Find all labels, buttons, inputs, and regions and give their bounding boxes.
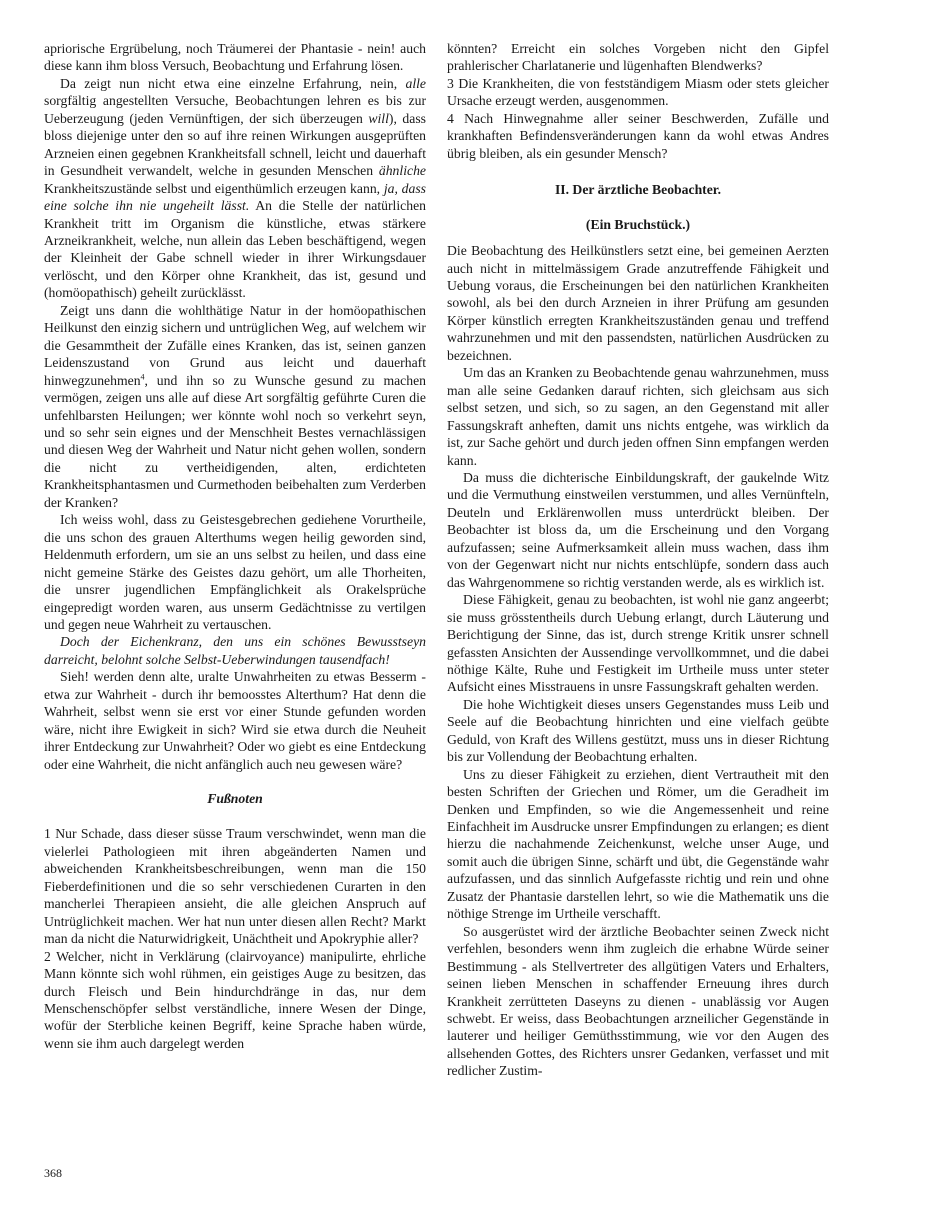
- text-run: Zeigt uns dann die wohlthätige Natur in der homöopathischen Heilkunst den einzig sichern und untrüglichen Weg, auf welchem wir die Gesammtheit der Zufälle eines Kranken, das ist, seinen ganzen Leidenszustand von Grund aus leicht und dauerhaft hinwegzunehmen: [44, 302, 426, 388]
- footnote: 2 Welcher, nicht in Verklärung (clairvoyance) manipulirte, ehrliche Mann könnte sich wohl rühmen, ein geistiges Auge zu besitzen, das durch Fleisch und Bein hindurchdränge in das, nur dem Menschenschöpfer selbst verständliche, innere Wesen der Dinge, wofür der Sterbliche keinen Begriff, keine Sprache haben würde, wenn sie ihm auch dargelegt werden: [44, 948, 426, 1051]
- footnote-ref[interactable]: 4: [140, 372, 145, 382]
- page-number: 368: [44, 1166, 62, 1180]
- emphasis: ja, dass eine solche ihn nie ungeheilt lässt.: [44, 180, 426, 214]
- paragraph: [44, 633, 426, 668]
- text-run: Da zeigt nun nicht etwa eine einzelne Erfahrung, nein,: [60, 75, 406, 91]
- paragraph: Ich weiss wohl, dass zu Geistesgebrechen gediehene Vorurtheile, die uns schon des grauen Alterthums wegen heilig geworden sind, Heldenmuth erfordern, um sie an uns selbst zu heilen, und dass eine nicht gemeine Stärke des Geistes dazu gehört, um alle Thorheiten, die unsrer jugendlichen Empfänglichkeit als Orakelsprüche eingepredigt worden waren, aus unserm Gedächtnisse zu vertilgen und gegen neue Wahrheit zu vertauschen.: [44, 512, 426, 632]
- text-run: ), dass bloss diejenige unter den so auf ihre reinen Wirkungen ausgeprüften Arzneien einen gegebnen Krankheitsfall schnell, leicht und dauerhaft in Gesundheit verwandelt, welche in gesunden Menschen: [44, 110, 426, 179]
- paragraph: [44, 75, 426, 302]
- footnote: 1 Nur Schade, dass dieser süsse Traum verschwindet, wenn man die vielerlei Pathologieen mit ihren abgeänderten Namen und abweichenden Krankheitsbeschreibungen, wenn man die 150 Fieberdefinitionen und die so sehr verschiedenen Curarten in den mancherlei Therapieen ansieht, die alle gleichen Anspruch auf Untrüglichkeit machen. Wer hat nun unter diesen allen Recht? Markt man da nicht die Naturwidrigkeit, Unächtheit und Apokryphie aller?: [44, 826, 426, 947]
- text-run: Krankheitszustände selbst und eigenthümlich erzeugen kann,: [44, 180, 384, 196]
- section-title: II. Der ärztliche Beobachter.: [554, 182, 722, 198]
- paragraph: Uns zu dieser Fähigkeit zu erziehen, dient Vertrautheit mit den besten Schriften der Griechen und Römer, um die Geradheit im Denken und Empfinden, so wie die Angemessenheit und reine Einfachheit im Ausdrucke unsrer Empfindungen zu erlangen; es dient hierzu die nachahmende Zeichenkunst, welche unser Auge, und somit auch die übrigen Sinne, schärft und übt, die Gegenstände wahr aufzufassen, und das sinnlich Aufgefasste richtig und rein und ohne Zusatz der Phantasie darstellen lehrt, so wie die Mathematik uns die nöthige Strenge im Urtheile verschafft.: [447, 766, 829, 922]
- footnote: könnten? Erreicht ein solches Vorgeben nicht den Gipfel prahlerischer Charlatanerie und lügenhaften Blendwerks?: [447, 41, 829, 74]
- paragraph: Sieh! werden denn alte, uralte Unwahrheiten zu etwas Besserm - etwa zur Wahrheit - durch ihr bemoosstes Alterthum? Hat denn die Wahrheit, selbst wenn sie erst vor einer Stunde gefunden worden wäre, nicht ihre Ewigkeit in sich? Wird sie etwa durch die Neuheit ihrer Entdeckung zur Unwahrheit? Oder wo giebt es eine Entdeckung oder eine Wahrheit, die nicht anfänglich auch neu gewesen wäre?: [44, 669, 426, 772]
- paragraph: apriorische Ergrübelung, noch Träumerei der Phantasie - nein! auch diese kann ihm bloss Versuch, Beobachtung und Erfahrung lösen.: [44, 41, 426, 74]
- left-column: [44, 40, 426, 1052]
- text-run: sorgfältig angestellten Versuche, Beobachtungen lehren es bis zur Ueberzeugung (jeden Vernünftigen, der sich überzeugen: [44, 93, 426, 126]
- emphasis: ähnliche: [378, 163, 426, 179]
- footnote: 3 Die Krankheiten, die von festständigem Miasm oder stets gleicher Ursache erzeugt werden, ausgenommen.: [447, 75, 829, 109]
- paragraph: Die Beobachtung des Heilkünstlers setzt eine, bei gemeinen Aerzten auch nicht in mittelmässigem Grade anzutreffende Fähigkeit und Uebung voraus, die Erscheinungen bei den natürlichen Krankheiten sowohl, als bei den durch Arzneien in ihrer Prüfung am gesunden Körper künstlich erregten Krankheitszuständen genau und treffend wahrzunehmen und mit den passendsten, natürlichen Ausdrücken zu bezeichnen.: [447, 243, 829, 363]
- emphasis: alle: [405, 75, 426, 91]
- book-page: [44, 40, 897, 1180]
- footnote: 4 Nach Hinwegnahme aller seiner Beschwerden, Zufälle und krankhaften Befindensveränderungen kann da wohl etwas Andres übrig bleiben, als ein gesunder Mensch?: [447, 110, 829, 161]
- paragraph: So ausgerüstet wird der ärztliche Beobachter seinen Zweck nicht verfehlen, besonders wenn ihm zugleich die erhabne Würde seiner Bestimmung - als Stellvertreter des allgütigen Vaters und Erhalters, seinen lieben Menschen in schaffender Erneuung ihres durch Krankheit zerrütteten Daseyns zu dienen - unablässig vor Augen schwebt. Er weiss, dass Beobachtungen arzneilicher Gegenstände in lauterer und heiliger Gemüthsstimmung, wie vor den Augen des allsehenden Gottes, des Richters unsrer Gedanken, verfasset und mit redlicher Zustim-: [447, 923, 829, 1079]
- paragraph: Um das an Kranken zu Beobachtende genau wahrzunehmen, muss man alle seine Gedanken darauf richten, sich gleichsam aus sich selbst setzen, und sich, so zu sagen, an den Gegenstand mit aller Fassungskraft anheften, damit uns nichts entgehe, was wirklich da ist, zur Sache gehört und durch jeden offnen Sinn empfangen werden kann.: [447, 365, 829, 468]
- paragraph: Diese Fähigkeit, genau zu beobachten, ist wohl nie ganz angeerbt; sie muss grösstentheils durch Uebung erlangt, durch Läuterung und Berichtigung der Sinne, das ist, durch strenge Kritik unsrer schnell gefassten Ansichten der Aussendinge vervollkommnet, und die dabei nöthige Kälte, Ruhe und Festigkeit im Urtheile muss unter steter Aufsicht eines Misstrauens in unsre Fassungskraft gehalten werden.: [447, 592, 829, 695]
- emphasis: Doch der Eichenkranz, den uns ein schönes Bewusstseyn darreicht, belohnt solche Selbst-Ueberwindungen tausendfach!: [44, 634, 426, 667]
- emphasis: will: [368, 110, 389, 126]
- text-run: An die Stelle der natürlichen Krankheit tritt im Organism die künstliche, etwas stärkere Arzneikrankheit, welche, nun allein das Leben beschäftigend, wegen der Kleinheit der Gabe schnell wieder in ihrer Wirkungsdauer verlöscht, und den Körper ohne Krankheit, das ist, gesund und (homöopathisch) geheilt zurücklässt.: [44, 198, 426, 301]
- footnotes-heading: Fußnoten: [207, 791, 263, 807]
- paragraph: Da muss die dichterische Einbildungskraft, der gaukelnde Witz und die Vermuthung einstweilen verstummen, und alles Vernünfteln, Deuteln und Erklärenwollen muss unterdrückt bleiben. Der Beobachter ist bloss da, um die Erscheinung und den Vorgang aufzufassen; seine Aufmerksamkeit allein muss wachen, dass ihm von der Gegenwart nicht nur nichts entschlüpfe, sondern dass auch das Wahrgenommene so richtig verstanden werde, als es wirklich ist.: [447, 469, 829, 590]
- text-run: , und ihn so zu Wunsche gesund zu machen vermögen, zeigen uns alle auf diese Art sorgfältig geführte Curen die unfehlbarsten Heilungen; wer könnte wohl noch so verkehrt seyn, und so sehr sein eignes und der Menschheit Bestes vernachlässigen und diesen Weg der Wahrheit und Natur nicht gehen wollen, sondern die nicht zu vertheidigenden, alten, erdichteten Krankheitsphantasmen und Curmethoden beibehalten zum Verderben der Kranken?: [44, 372, 426, 510]
- section-subtitle: (Ein Bruchstück.): [585, 216, 691, 232]
- paragraph: Die hohe Wichtigkeit dieses unsers Gegenstandes muss Leib und Seele auf die Beobachtung hinrichten und eine vielfach geübte Geduld, von Kraft des Willens gestützt, muss uns in dieser Richtung bis zur Vollendung der Beobachtung erhalten.: [447, 696, 829, 765]
- paragraph: [44, 302, 426, 511]
- right-column: [447, 40, 829, 1080]
